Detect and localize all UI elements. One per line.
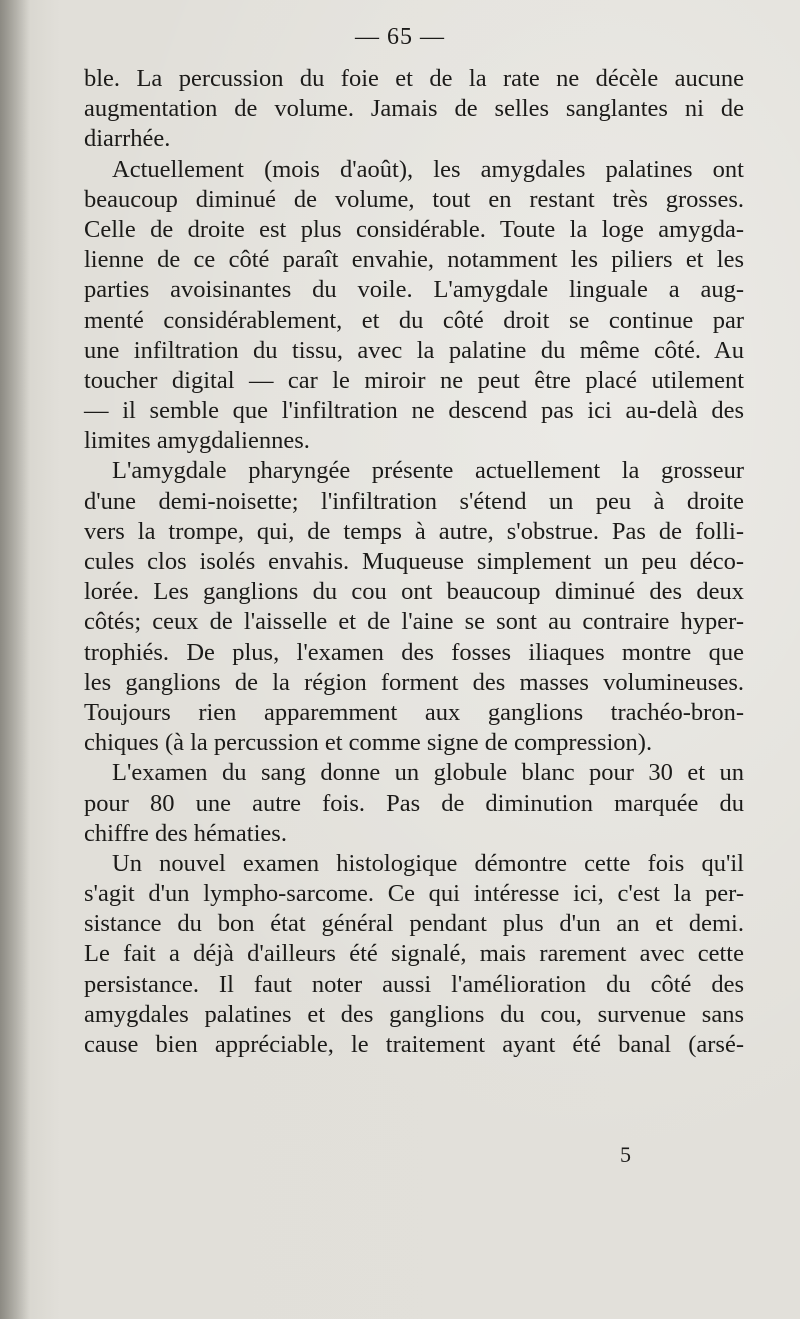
text-line: lienne de ce côté paraît envahie, notamment les piliers et les: [84, 246, 744, 274]
text-line: L'amygdale pharyngée présente actuellement la grosseur: [112, 457, 744, 485]
signature-mark: 5: [620, 1142, 631, 1167]
text-line: pour 80 une autre fois. Pas de diminution marquée du: [84, 789, 744, 817]
text-line: sistance du bon état général pendant plus d'un an et demi.: [84, 910, 744, 938]
text-line: beaucoup diminué de volume, tout en restant très grosses.: [84, 185, 744, 213]
text-line: parties avoisinantes du voile. L'amygdale linguale a aug-: [84, 276, 744, 304]
text-line: une infiltration du tissu, avec la palatine du même côté. Au: [84, 336, 744, 364]
text-line: limites amygdaliennes.: [84, 427, 310, 455]
text-line: toucher digital — car le miroir ne peut être placé utilement: [84, 366, 744, 394]
text-line: L'examen du sang donne un globule blanc pour 30 et un: [112, 759, 744, 787]
text-line: Un nouvel examen histologique démontre cette fois qu'il: [112, 849, 744, 877]
text-line: Actuellement (mois d'août), les amygdales palatines ont: [112, 155, 744, 183]
text-line: côtés; ceux de l'aisselle et de l'aine se sont au contraire hyper-: [84, 608, 744, 636]
text-line: chiffre des hématies.: [84, 819, 287, 847]
text-line: trophiés. De plus, l'examen des fosses iliaques montre que: [84, 638, 744, 666]
text-line: menté considérablement, et du côté droit se continue par: [84, 306, 744, 334]
text-line: Le fait a déjà d'ailleurs été signalé, mais rarement avec cette: [84, 940, 744, 968]
text-line: amygdales palatines et des ganglions du cou, survenue sans: [84, 1000, 744, 1028]
body-text: [84, 64, 744, 1060]
text-line: — il semble que l'infiltration ne descend pas ici au-delà des: [84, 397, 744, 425]
text-line: vers la trompe, qui, de temps à autre, s'obstrue. Pas de folli-: [84, 517, 744, 545]
text-line: Celle de droite est plus considérable. Toute la loge amygda-: [84, 215, 744, 243]
text-line: cules clos isolés envahis. Muqueuse simplement un peu déco-: [84, 548, 744, 575]
page-number: — 65 —: [355, 24, 445, 50]
text-line: cause bien appréciable, le traitement ayant été banal (arsé-: [84, 1031, 744, 1058]
text-line: chiques (à la percussion et comme signe de compression).: [84, 729, 653, 757]
text-line: lorée. Les ganglions du cou ont beaucoup diminué des deux: [84, 578, 744, 606]
text-line: les ganglions de la région forment des masses volumineuses.: [84, 668, 744, 696]
text-line: persistance. Il faut noter aussi l'amélioration du côté des: [84, 970, 744, 998]
text-line: ble. La percussion du foie et de la rate ne décèle aucune: [84, 65, 744, 92]
text-line: augmentation de volume. Jamais de selles sanglantes ni de: [84, 95, 744, 123]
text-line: d'une demi-noisette; l'infiltration s'étend un peu à droite: [84, 487, 744, 515]
text-line: Toujours rien apparemment aux ganglions trachéo-bron-: [84, 698, 744, 726]
text-line: s'agit d'un lympho-sarcome. Ce qui intéresse ici, c'est la per-: [84, 880, 744, 908]
text-line: diarrhée.: [84, 125, 171, 153]
page-edge-shadow: [0, 0, 30, 1319]
